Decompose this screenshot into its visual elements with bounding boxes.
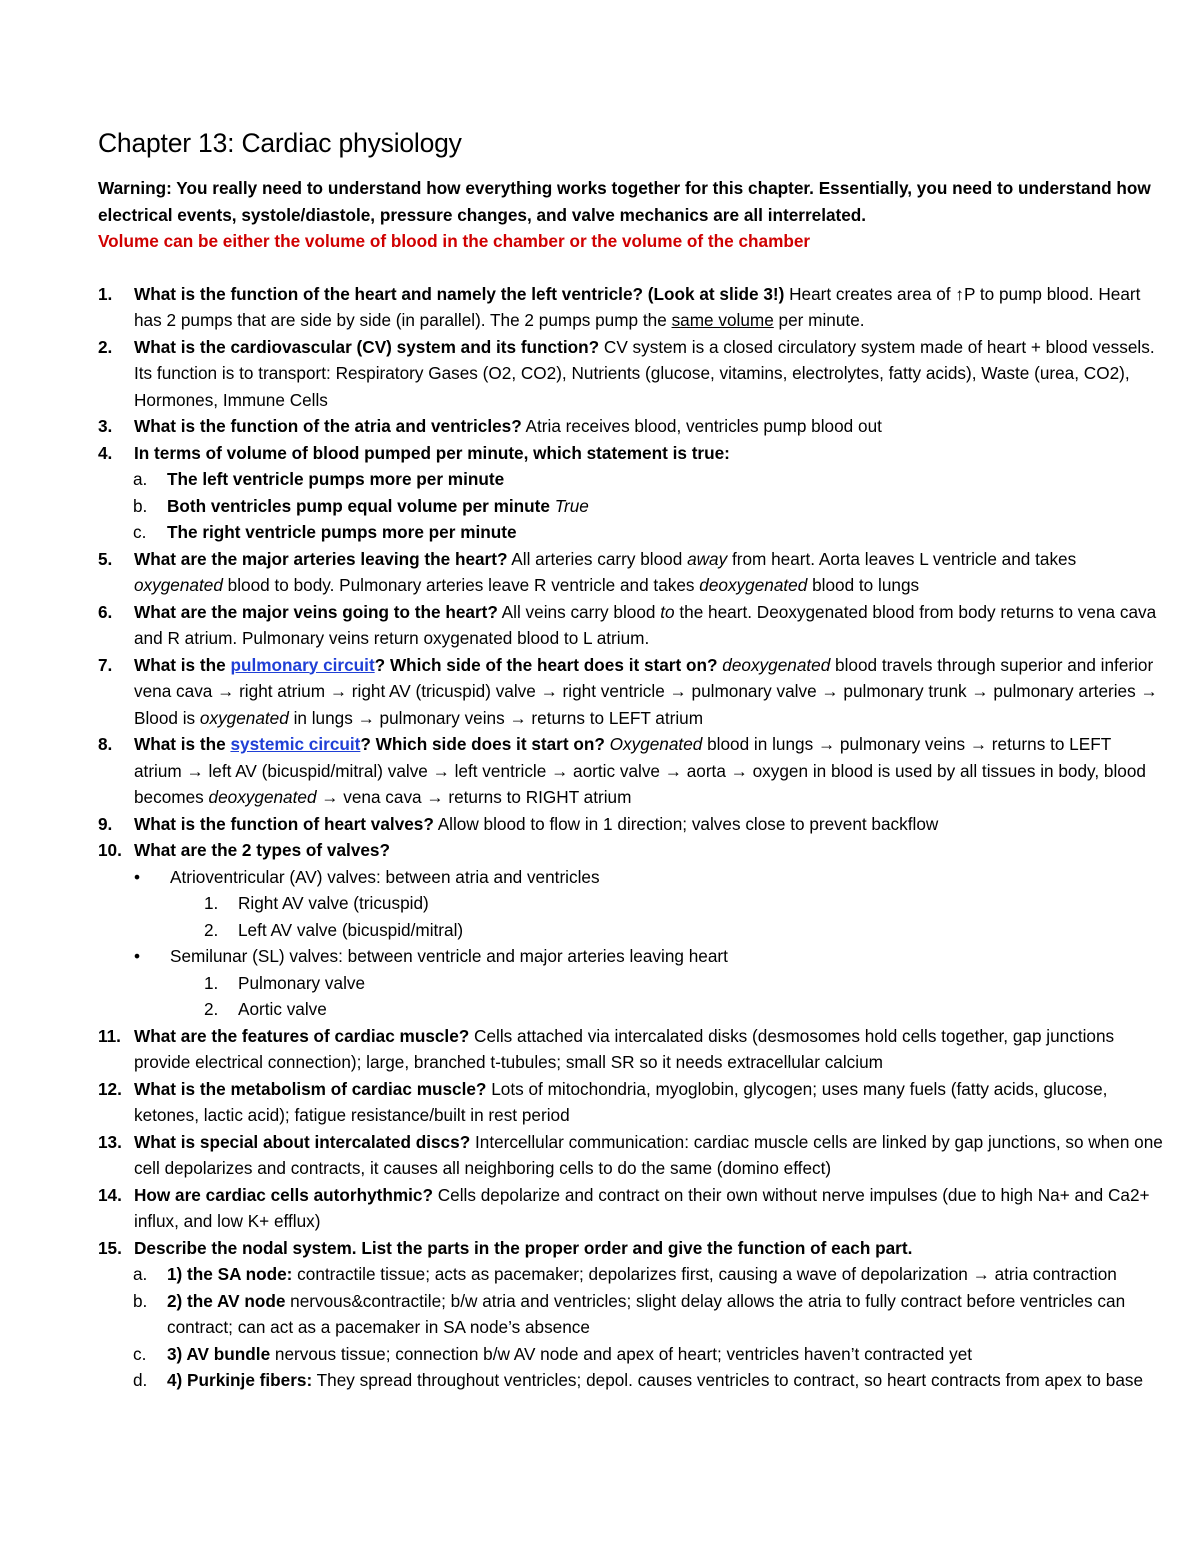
question-text: How are cardiac cells autorhythmic? xyxy=(134,1184,433,1205)
question-item: 10. What are the 2 types of valves? xyxy=(98,840,390,860)
question-item: 5. What are the major arteries leaving the heart? All arteries carry blood away from heart. Aorta leaves L ventricle and takes oxygenated blood to body. Pulmonary arteries leave R ventricle and takes deoxygenated blood to lungs xyxy=(98,548,1077,595)
bullet-icon: • xyxy=(134,866,141,887)
question-text: Describe the nodal system. List the parts in the proper order and give the function of each part. xyxy=(134,1237,913,1258)
bullet-item: • Atrioventricular (AV) valves: between atria and ventricles xyxy=(98,864,1163,891)
option-item: a. The left ventricle pumps more per minute xyxy=(133,469,505,489)
warning-text: Warning: You really need to understand how everything works together for this chapter. Essentially, you need to understand how electrical events, systole/diastole, pressure changes, and valve mechanics are all interrelated. xyxy=(98,178,1151,225)
question-text: What are the major arteries leaving the heart? xyxy=(134,548,508,569)
systemic-circuit-link[interactable]: systemic circuit xyxy=(230,734,361,754)
question-item: 12. What is the metabolism of cardiac muscle? Lots of mitochondria, myoglobin, glycogen; uses many fuels (fatty acids, glucose, ketones, lactic acid); fatigue resistance/built in rest period xyxy=(98,1078,1108,1125)
option-item: a. 1) the SA node: contractile tissue; acts as pacemaker; depolarizes first, causing a wave of depolarization → atria contraction xyxy=(133,1264,1117,1284)
warning-paragraph xyxy=(98,175,1163,255)
option-item: b. Both ventricles pump equal volume per minute True xyxy=(133,495,589,516)
option-item: d. 4) Purkinje fibers: They spread throughout ventricles; depol. causes ventricles to contract, so heart contracts from apex to base xyxy=(133,1370,1144,1390)
question-text: What is the cardiovascular (CV) system and its function? xyxy=(134,336,600,357)
question-item: 14. How are cardiac cells autorhythmic? Cells depolarize and contract on their own without nerve impulses (due to high Na+ and Ca2+ influx, and low K+ efflux) xyxy=(98,1184,1150,1231)
question-text: What is the function of the atria and ventricles? xyxy=(134,416,522,436)
list-item: 2. Left AV valve (bicuspid/mitral) xyxy=(204,919,464,940)
question-text: What are the major veins going to the heart? xyxy=(134,601,498,622)
question-text: What is special about intercalated discs? xyxy=(134,1131,471,1152)
question-list xyxy=(98,281,1163,1394)
question-item: 1. What is the function of the heart and namely the left ventricle? (Look at slide 3!) Heart creates area of ↑P to pump blood. Heart has 2 pumps that are side by side (in parallel). The 2 pumps pump the same volume per minute. xyxy=(98,283,1141,330)
option-item: c. 3) AV bundle nervous tissue; connection b/w AV node and apex of heart; ventricles haven’t contracted yet xyxy=(133,1343,973,1364)
bullet-icon: • xyxy=(134,946,141,966)
question-text: What are the features of cardiac muscle? xyxy=(134,1025,470,1046)
question-item: 13. What is special about intercalated discs? Intercellular communication: cardiac muscle cells are linked by gap junctions, so when one cell depolarizes and contracts, it causes all neighboring cells to do the same (domino effect) xyxy=(98,1131,1163,1178)
question-item: 2. What is the cardiovascular (CV) system and its function? CV system is a closed circulatory system made of heart + blood vessels. Its function is to transport: Respiratory Gases (O2, CO2), Nutrients (glucose, vitamins, electrolytes, fatty acids), Waste (urea, CO2), Hormones, Immune Cells xyxy=(98,336,1155,410)
question-item: 3. What is the function of the atria and ventricles? Atria receives blood, ventricles pump blood out xyxy=(98,416,882,436)
question-item: 8. What is the systemic circuit? Which side does it start on? Oxygenated blood in lungs → pulmonary veins → returns to LEFT atrium → left AV (bicuspid/mitral) valve → left ventricle → aortic valve → aorta → oxygen in blood is used by all tissues in body, blood becomes deoxygenated → vena cava → returns to RIGHT atrium xyxy=(98,734,1146,807)
list-item: 1. Pulmonary valve xyxy=(204,972,366,993)
option-item: b. 2) the AV node nervous&contractile; b/w atria and ventricles; slight delay allows the atria to fully contract before ventricles can contract; can act as a pacemaker in SA node’s absence xyxy=(133,1290,1126,1337)
question-item: 7. What is the pulmonary circuit? Which side of the heart does it start on? deoxygenated blood travels through superior and inferior vena cava → right atrium → right AV (tricuspid) valve → right ventricle → pulmonary valve → pulmonary trunk → pulmonary arteries → Blood is oxygenated in lungs → pulmonary veins → returns to LEFT atrium xyxy=(98,654,1158,728)
list-item: 1. Right AV valve (tricuspid) xyxy=(204,893,429,913)
pulmonary-circuit-link[interactable]: pulmonary circuit xyxy=(230,654,375,675)
list-item: 2. Aortic valve xyxy=(204,999,327,1019)
bullet-item: • Semilunar (SL) valves: between ventricle and major arteries leaving heart xyxy=(98,943,1163,970)
question-text: In terms of volume of blood pumped per minute, which statement is true: xyxy=(134,442,730,463)
question-text: What is the function of heart valves? xyxy=(134,813,434,834)
question-item: 4. In terms of volume of blood pumped per minute, which statement is true: xyxy=(98,442,730,463)
page-title: Chapter 13: Cardiac physiology xyxy=(98,128,462,158)
question-item: 11. What are the features of cardiac muscle? Cells attached via intercalated disks (desmosomes hold cells together, gap junctions provide electrical connection); large, branched t-tubules; small SR so it needs extracellular calcium xyxy=(98,1025,1115,1072)
volume-note: Volume can be either the volume of blood in the chamber or the volume of the chamber xyxy=(98,231,811,251)
question-text: What is the metabolism of cardiac muscle? xyxy=(134,1078,487,1099)
question-item: 6. What are the major veins going to the heart? All veins carry blood to the heart. Deoxygenated blood from body returns to vena cava and R atrium. Pulmonary veins return oxygenated blood to L atrium. xyxy=(98,601,1157,648)
question-item: 9. What is the function of heart valves? Allow blood to flow in 1 direction; valves close to prevent backflow xyxy=(98,813,939,834)
question-text: What are the 2 types of valves? xyxy=(134,840,390,860)
question-text: What is the function of the heart and namely the left ventricle? (Look at slide 3!) xyxy=(134,283,785,304)
document-page xyxy=(98,126,1163,1394)
question-item: 15. Describe the nodal system. List the parts in the proper order and give the function of each part. xyxy=(98,1237,913,1258)
option-item: c. The right ventricle pumps more per minute xyxy=(133,522,517,542)
